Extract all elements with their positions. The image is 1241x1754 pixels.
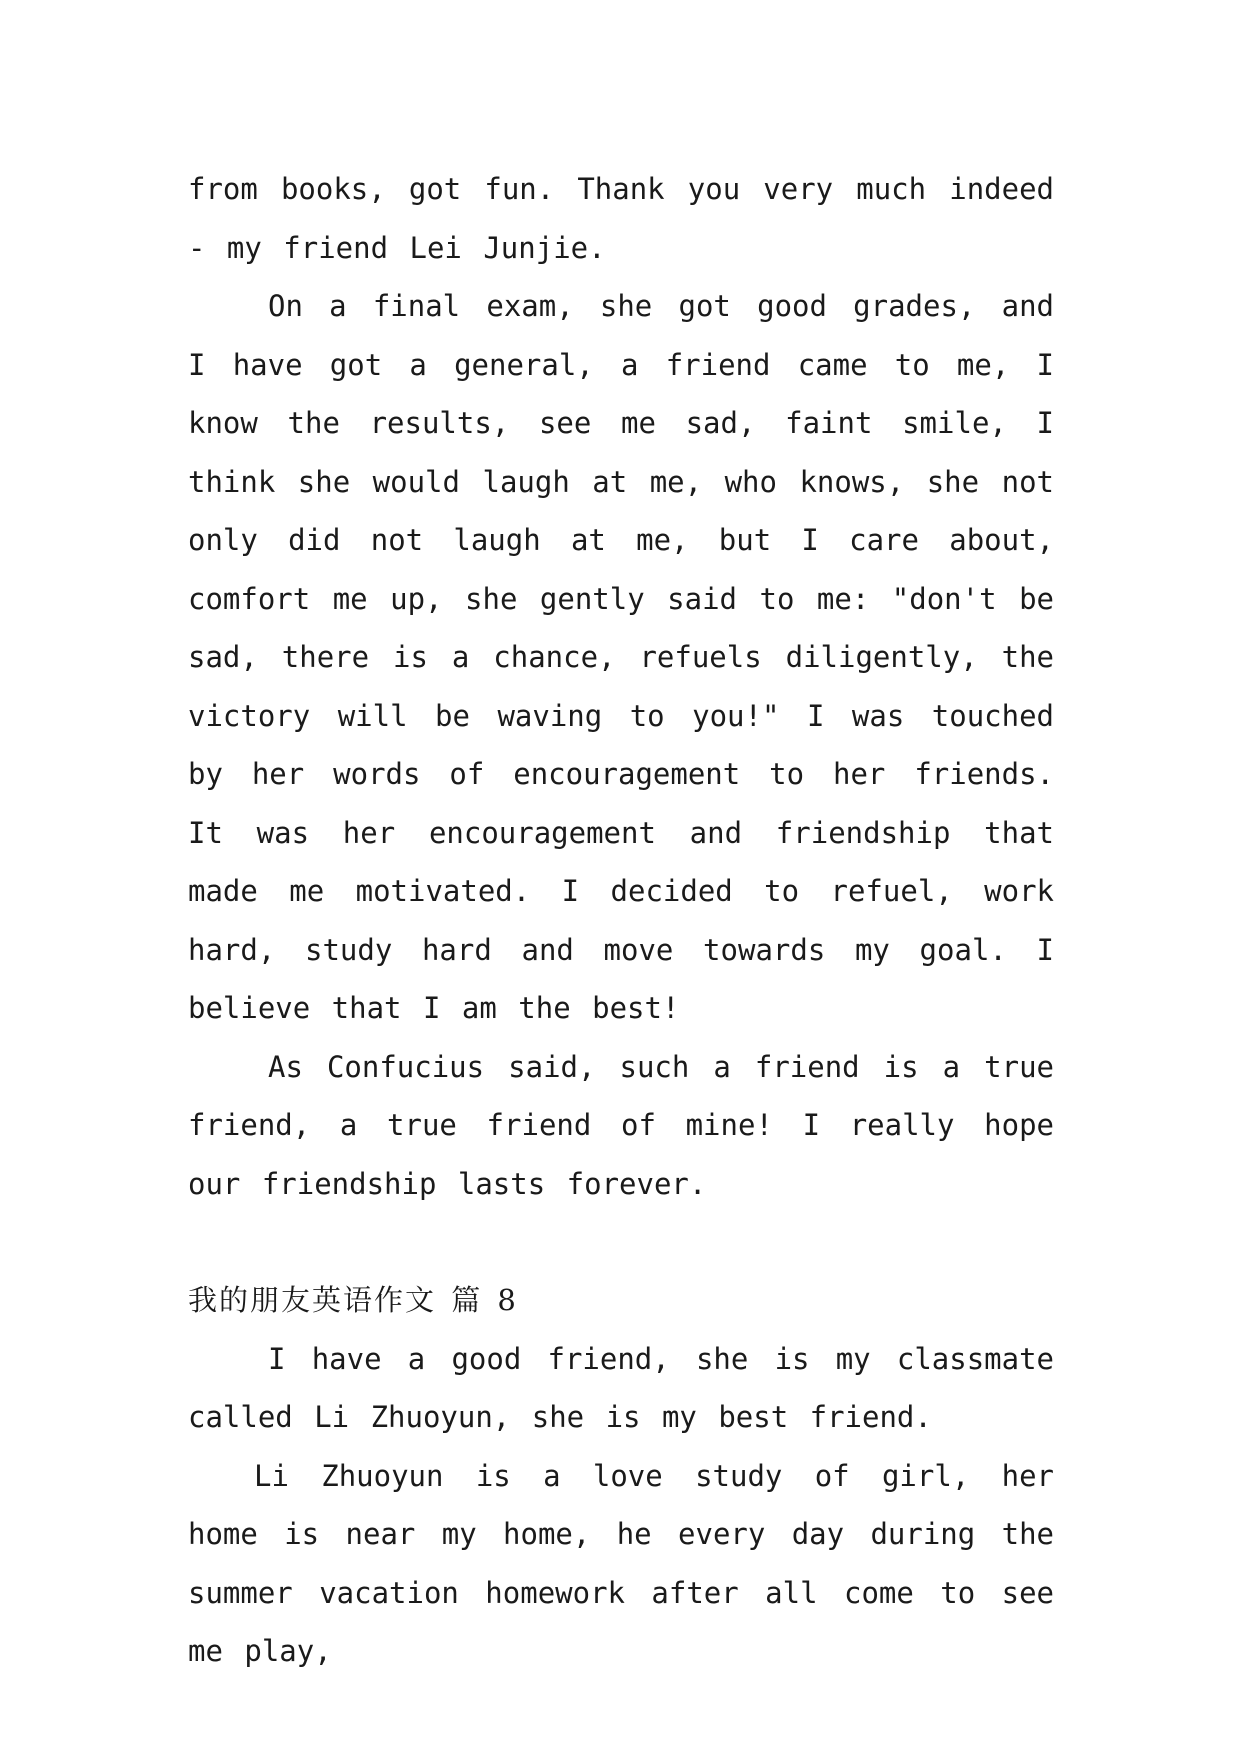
paragraph-li-zhuoyun: Li Zhuoyun is a love study of girl, her home is near my home, he every day during the summer vacation homework after all come to see me play, (188, 1458, 1054, 1668)
paragraph-good-friend: I have a good friend, she is my classmate called Li Zhuoyun, she is my best friend. (188, 1341, 1054, 1434)
paragraph-final-exam: On a final exam, she got good grades, and I have got a general, a friend came to me, I know the results, see me sad, faint smile, I think she would laugh at me, who knows, she not only did not laugh at me, but I care about, comfort me up, she gently said to me: "don't be sad, there is a chance, refuels diligently, the victory will be waving to you!" I was touched by her words of encouragement to her friends. It was her encouragement and friendship that made me motivated. I decided to refuel, work hard, study hard and move towards my goal. I believe that I am the best! (188, 289, 1054, 1025)
section-heading: 我的朋友英语作文 篇 8 (188, 1283, 518, 1317)
paragraph-continuation: from books, got fun. Thank you very much indeed - my friend Lei Junjie. (188, 172, 1054, 265)
paragraph-confucius: As Confucius said, such a friend is a true friend, a true friend of mine! I really hope our friendship lasts forever. (188, 1049, 1054, 1201)
document-page (188, 160, 1054, 1681)
